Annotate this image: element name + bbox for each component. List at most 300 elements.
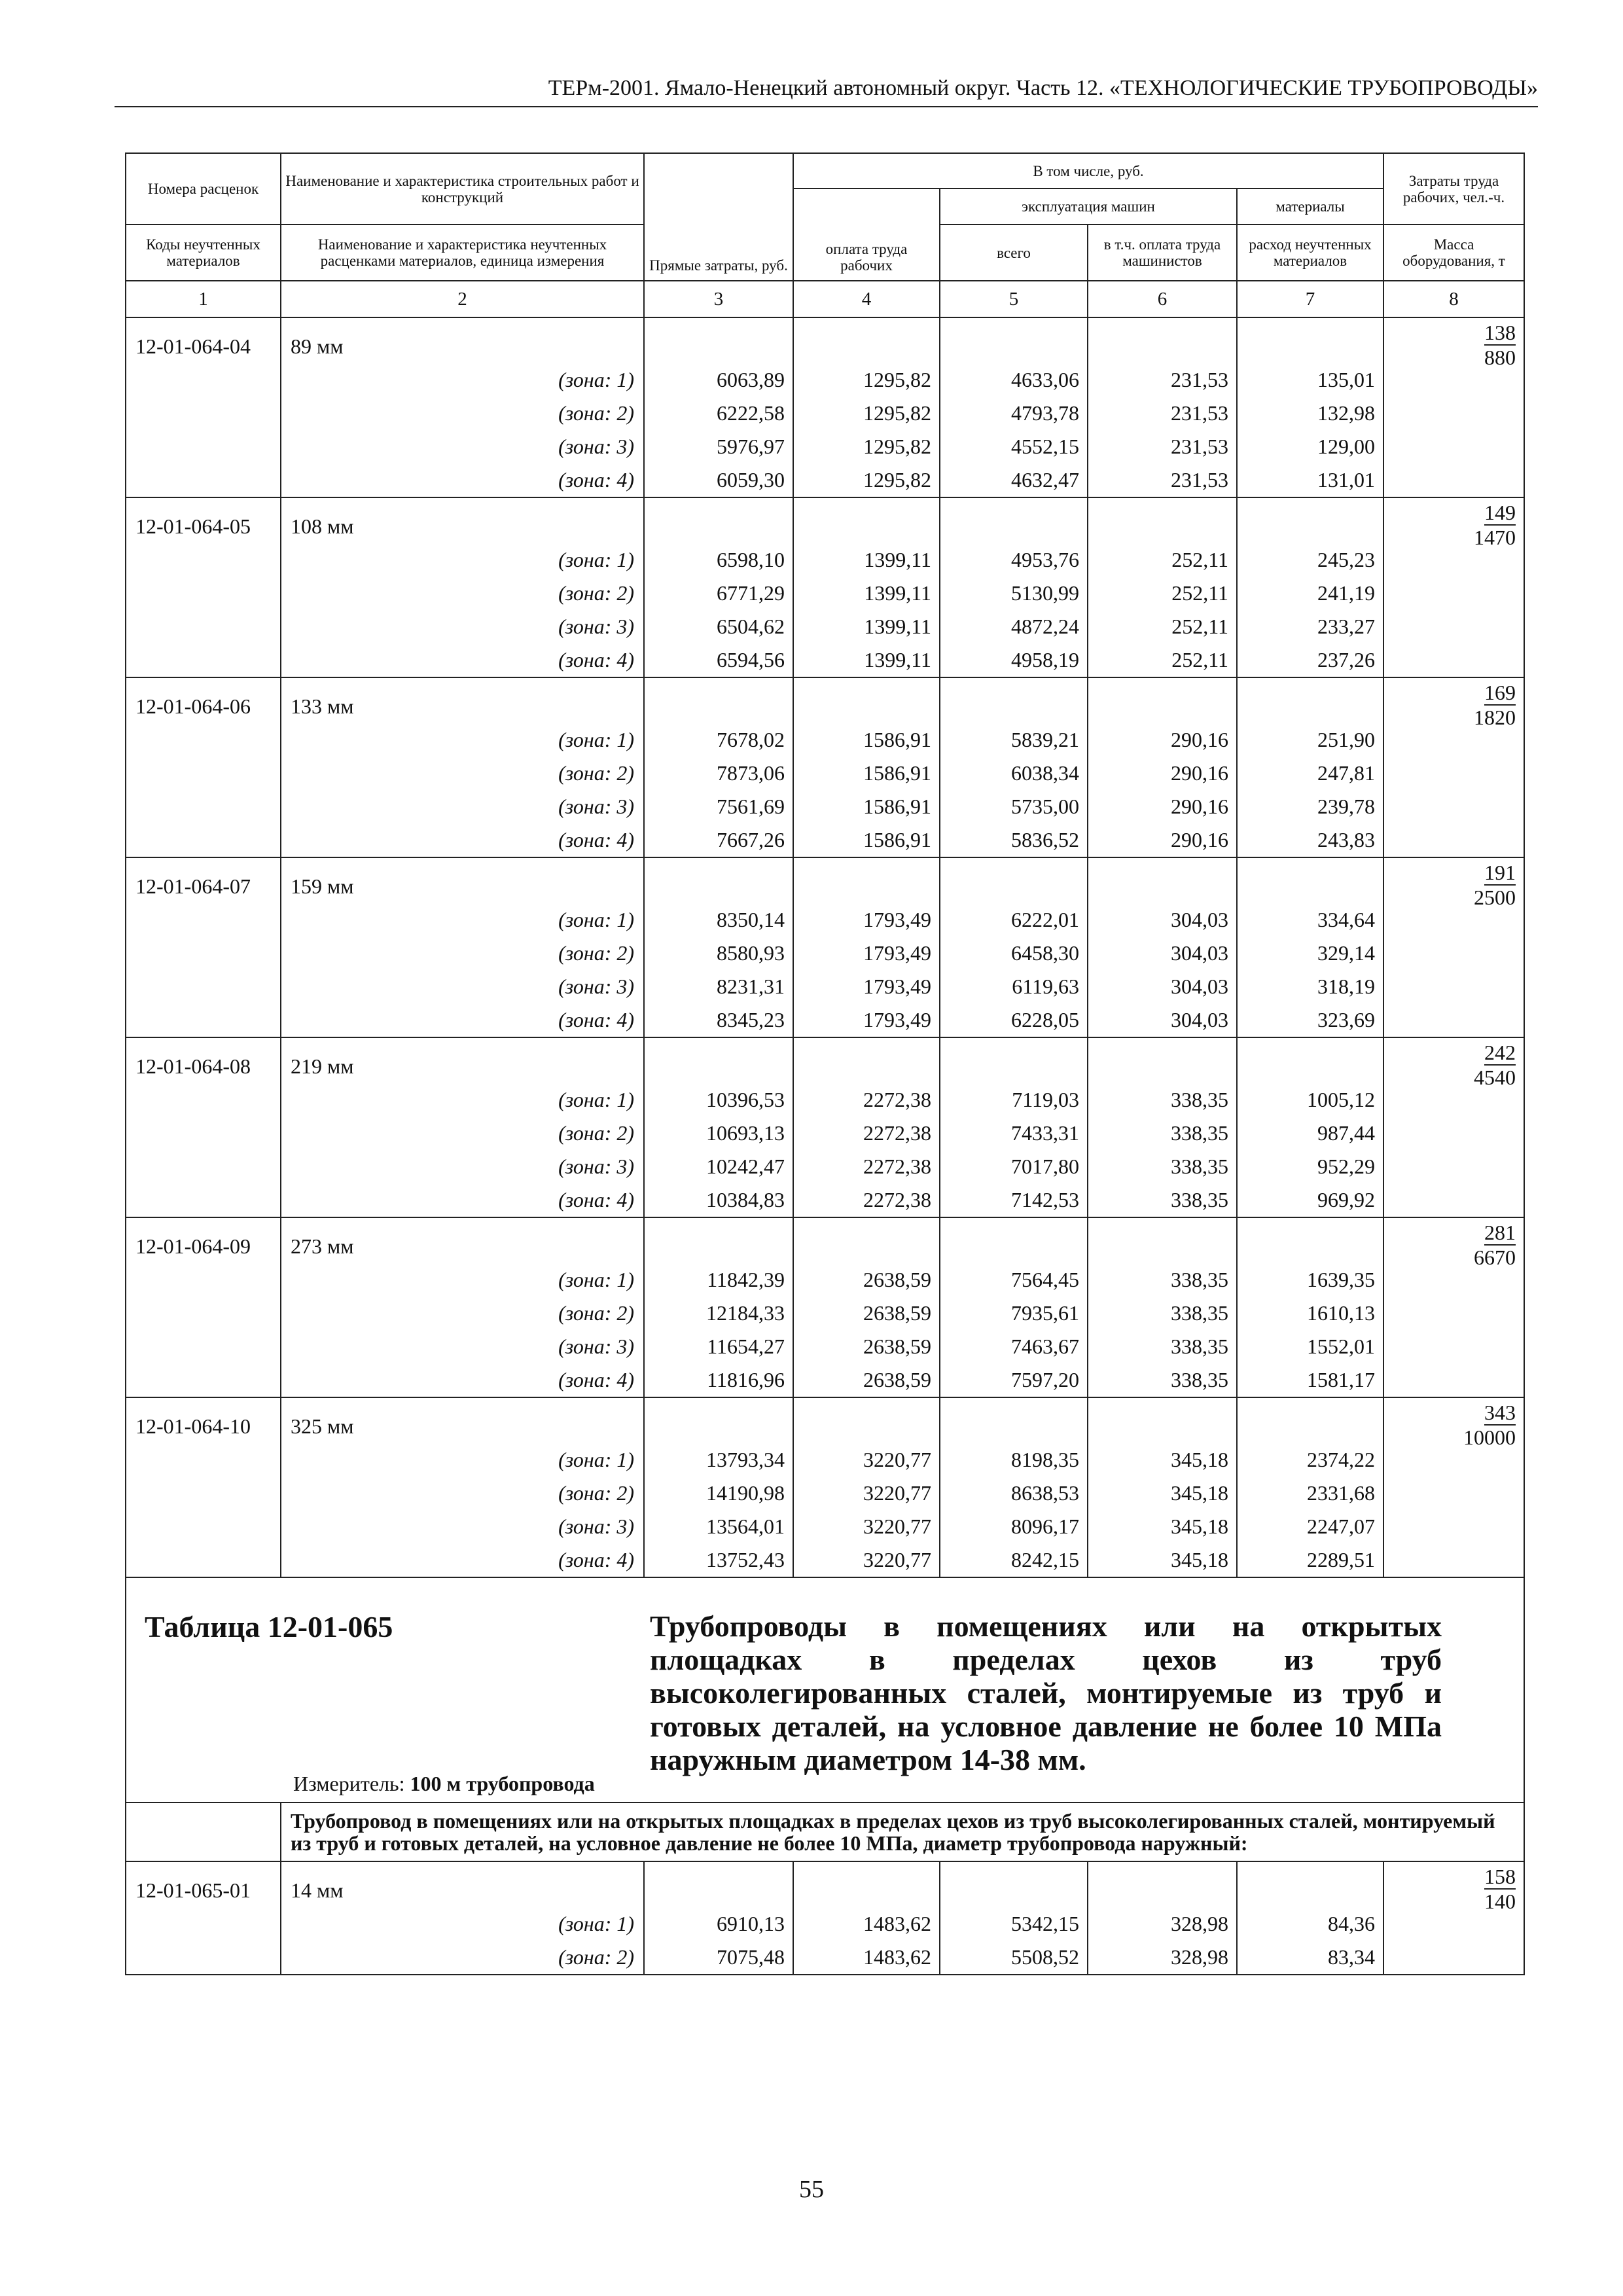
section-label: Таблица 12-01-065: [145, 1610, 393, 1643]
machines-total-cell: [940, 677, 1088, 857]
materials-cost: 241,19: [1317, 581, 1376, 605]
direct-cost-cell: [644, 1217, 793, 1397]
section-description: Трубопровод в помещениях или на открытых площадках в пределах цехов из труб высоколегированных сталей, монтируемый из труб и готовых деталей, на условное давление не более 10 МПа, диаметр трубопровода наружный:: [281, 1803, 1524, 1861]
header-col8-bottom: Масса оборудования, т: [1383, 224, 1524, 281]
materials-cost: 1552,01: [1307, 1335, 1376, 1358]
machines-total: 8096,17: [1011, 1515, 1079, 1538]
zone-label: (зона: 3): [558, 1515, 634, 1538]
zone-label: (зона: 4): [558, 1368, 634, 1391]
machinists-pay: 338,35: [1171, 1155, 1228, 1178]
materials-cost: 2331,68: [1307, 1481, 1376, 1505]
zone-label: (зона: 3): [558, 615, 634, 638]
materials-cost-cell: [1237, 1037, 1383, 1217]
direct-cost: 13564,01: [706, 1515, 785, 1538]
machines-total: 7017,80: [1011, 1155, 1079, 1178]
machinists-pay-cell: [1088, 1861, 1237, 1975]
materials-cost: 318,19: [1317, 975, 1376, 998]
direct-cost: 8580,93: [717, 941, 785, 965]
zone-label: (зона: 2): [558, 401, 634, 425]
labor-pay: 2272,38: [863, 1121, 931, 1145]
labor-pay: 2272,38: [863, 1088, 931, 1111]
zone-label: (зона: 2): [558, 1945, 634, 1969]
direct-cost-cell: [644, 317, 793, 497]
labor-pay-cell: [793, 677, 940, 857]
machinists-pay: 338,35: [1171, 1268, 1228, 1291]
machinists-pay-cell: [1088, 317, 1237, 497]
direct-cost: 6594,56: [717, 648, 785, 672]
labor-mass-cell: [1383, 1037, 1524, 1217]
column-numbers-row: [126, 281, 1524, 317]
labor-pay: 3220,77: [863, 1448, 931, 1471]
machines-total: 4793,78: [1011, 401, 1079, 425]
labor-pay: 1586,91: [863, 828, 931, 852]
materials-cost: 329,14: [1317, 941, 1376, 965]
table-row: [126, 1397, 1524, 1577]
direct-cost: 10242,47: [706, 1155, 785, 1178]
labor-pay: 1295,82: [863, 401, 931, 425]
machines-total-cell: [940, 497, 1088, 677]
labor-mass-cell: [1383, 857, 1524, 1037]
direct-cost-cell: [644, 1037, 793, 1217]
zone-label: (зона: 1): [558, 548, 634, 571]
machinists-pay-cell: [1088, 1397, 1237, 1577]
labor-mass-fraction: [1384, 1865, 1524, 1913]
work-name: 14 мм: [291, 1878, 344, 1902]
direct-cost: 13793,34: [706, 1448, 785, 1471]
machines-total-cell: [940, 317, 1088, 497]
materials-cost: 233,27: [1317, 615, 1376, 638]
header-col1-bottom: Коды неучтенных материалов: [126, 224, 281, 281]
machines-total: 7564,45: [1011, 1268, 1079, 1291]
machines-total: 4633,06: [1011, 368, 1079, 391]
labor-pay: 2638,59: [863, 1268, 931, 1291]
labor-pay-cell: [793, 1037, 940, 1217]
labor-pay-cell: [793, 1861, 940, 1975]
page-number: 55: [799, 2176, 824, 2203]
work-name-cell: [281, 677, 644, 857]
machinists-pay: 252,11: [1171, 648, 1228, 672]
materials-cost: 1581,17: [1307, 1368, 1376, 1391]
labor-mass-fraction: [1384, 1221, 1524, 1269]
labor-pay: 1399,11: [864, 615, 931, 638]
labor-pay: 3220,77: [863, 1548, 931, 1571]
materials-cost: 1639,35: [1307, 1268, 1376, 1291]
zone-label: (зона: 1): [558, 908, 634, 931]
labor-pay: 1793,49: [863, 975, 931, 998]
direct-cost: 8345,23: [717, 1008, 785, 1031]
page-header: ТЕРм-2001. Ямало-Ненецкий автономный округ. Часть 12. «ТЕХНОЛОГИЧЕСКИЕ ТРУБОПРОВОДЫ»: [115, 71, 1538, 107]
materials-cost-cell: [1237, 677, 1383, 857]
header-col8-top: Затраты труда рабочих, чел.-ч.: [1383, 153, 1524, 224]
labor-mass-fraction: [1384, 321, 1524, 369]
labor-pay: 1295,82: [863, 435, 931, 458]
header-col7: расход неучтенных материалов: [1237, 224, 1383, 281]
direct-cost: 5976,97: [717, 435, 785, 458]
materials-cost: 987,44: [1317, 1121, 1376, 1145]
machines-total: 6458,30: [1011, 941, 1079, 965]
machines-total: 5735,00: [1011, 795, 1079, 818]
direct-cost: 11816,96: [707, 1368, 785, 1391]
header-machines: эксплуатация машин: [940, 188, 1237, 224]
machinists-pay: 290,16: [1171, 728, 1228, 751]
machines-total: 5839,21: [1011, 728, 1079, 751]
direct-cost-cell: [644, 1397, 793, 1577]
direct-cost: 6059,30: [717, 468, 785, 492]
work-name: 325 мм: [291, 1414, 354, 1438]
direct-cost: 10384,83: [706, 1188, 785, 1211]
labor-pay: 1586,91: [863, 761, 931, 785]
labor-pay: 1586,91: [863, 795, 931, 818]
labor-pay: 2272,38: [863, 1188, 931, 1211]
column-number: 5: [940, 281, 1088, 317]
machines-total: 6119,63: [1012, 975, 1079, 998]
labor-pay: 1399,11: [864, 548, 931, 571]
materials-cost: 251,90: [1317, 728, 1376, 751]
labor-pay: 2638,59: [863, 1368, 931, 1391]
materials-cost: 1005,12: [1307, 1088, 1376, 1111]
machinists-pay-cell: [1088, 1037, 1237, 1217]
work-name: 133 мм: [291, 694, 354, 718]
direct-cost: 7561,69: [717, 795, 785, 818]
machinists-pay: 328,98: [1171, 1912, 1228, 1935]
machinists-pay: 304,03: [1171, 941, 1228, 965]
machinists-pay: 231,53: [1171, 468, 1228, 492]
materials-cost: 1610,13: [1307, 1301, 1376, 1325]
machinists-pay: 252,11: [1171, 615, 1228, 638]
machines-total: 6228,05: [1011, 1008, 1079, 1031]
rate-code: 12-01-064-07: [126, 857, 281, 1037]
direct-cost: 14190,98: [706, 1481, 785, 1505]
labor-mass-fraction: [1384, 681, 1524, 729]
direct-cost-cell: [644, 1861, 793, 1975]
table-row: [126, 497, 1524, 677]
labor-pay: 1483,62: [863, 1945, 931, 1969]
table-row: [126, 857, 1524, 1037]
work-name-cell: [281, 857, 644, 1037]
materials-cost: 132,98: [1317, 401, 1376, 425]
equipment-mass: 4540: [1474, 1066, 1516, 1089]
direct-cost: 7678,02: [717, 728, 785, 751]
machines-total: 7433,31: [1011, 1121, 1079, 1145]
materials-cost: 237,26: [1317, 648, 1376, 672]
machinists-pay: 290,16: [1171, 795, 1228, 818]
zone-label: (зона: 4): [558, 468, 634, 492]
header-materials: материалы: [1237, 188, 1383, 224]
materials-cost: 247,81: [1317, 761, 1376, 785]
labor-pay: 1399,11: [864, 581, 931, 605]
labor-pay: 1295,82: [863, 368, 931, 391]
labor-hours: 158: [1484, 1865, 1516, 1888]
header-col1-top: Номера расценок: [126, 153, 281, 224]
direct-cost: 13752,43: [706, 1548, 785, 1571]
meter-value: 100 м трубопровода: [410, 1772, 595, 1795]
zone-label: (зона: 2): [558, 761, 634, 785]
labor-mass-cell: [1383, 1397, 1524, 1577]
zone-label: (зона: 1): [558, 728, 634, 751]
direct-cost: 6504,62: [717, 615, 785, 638]
zone-label: (зона: 4): [558, 648, 634, 672]
machines-total-cell: [940, 1397, 1088, 1577]
column-number: 8: [1383, 281, 1524, 317]
labor-mass-cell: [1383, 677, 1524, 857]
labor-mass-fraction: [1384, 1401, 1524, 1449]
machines-total: 7463,67: [1011, 1335, 1079, 1358]
machines-total: 5130,99: [1011, 581, 1079, 605]
machinists-pay: 345,18: [1171, 1448, 1228, 1471]
labor-pay: 1399,11: [864, 648, 931, 672]
equipment-mass: 1820: [1474, 706, 1516, 729]
direct-cost-cell: [644, 497, 793, 677]
materials-cost-cell: [1237, 1861, 1383, 1975]
column-number: 4: [793, 281, 940, 317]
work-name-cell: [281, 497, 644, 677]
direct-cost: 6598,10: [717, 548, 785, 571]
zone-label: (зона: 4): [558, 1188, 634, 1211]
labor-pay-cell: [793, 1217, 940, 1397]
rate-code: 12-01-064-04: [126, 317, 281, 497]
materials-cost: 83,34: [1328, 1945, 1376, 1969]
direct-cost: 8350,14: [717, 908, 785, 931]
section-title: Трубопроводы в помещениях или на открытых площадках в пределах цехов из труб высоколегированных сталей, монтируемые из труб и готовых деталей, на условное давление не более 10 МПа наружным диаметром 14-38 мм.: [650, 1609, 1442, 1776]
zone-label: (зона: 2): [558, 1121, 634, 1145]
rate-code: 12-01-064-09: [126, 1217, 281, 1397]
zone-label: (зона: 3): [558, 1335, 634, 1358]
machinists-pay: 338,35: [1171, 1335, 1228, 1358]
machinists-pay: 338,35: [1171, 1301, 1228, 1325]
materials-cost-cell: [1237, 317, 1383, 497]
machinists-pay: 290,16: [1171, 828, 1228, 852]
materials-cost-cell: [1237, 497, 1383, 677]
rate-code: 12-01-064-06: [126, 677, 281, 857]
labor-pay: 2638,59: [863, 1335, 931, 1358]
labor-mass-cell: [1383, 1861, 1524, 1975]
zone-label: (зона: 3): [558, 435, 634, 458]
labor-hours: 169: [1484, 681, 1516, 704]
labor-hours: 242: [1484, 1041, 1516, 1064]
direct-cost: 7075,48: [717, 1945, 785, 1969]
materials-cost: 2374,22: [1307, 1448, 1376, 1471]
direct-cost: 7873,06: [717, 761, 785, 785]
machinists-pay: 304,03: [1171, 975, 1228, 998]
labor-pay: 2272,38: [863, 1155, 931, 1178]
header-col6: в т.ч. оплата труда машинистов: [1088, 224, 1237, 281]
header-col4: оплата труда рабочих: [793, 188, 940, 281]
materials-cost: 952,29: [1317, 1155, 1376, 1178]
direct-cost: 10396,53: [706, 1088, 785, 1111]
zone-label: (зона: 4): [558, 828, 634, 852]
materials-cost: 323,69: [1317, 1008, 1376, 1031]
direct-cost: 6063,89: [717, 368, 785, 391]
labor-mass-fraction: [1384, 1041, 1524, 1089]
column-number: 1: [126, 281, 281, 317]
labor-mass-cell: [1383, 497, 1524, 677]
header-col2-top: Наименование и характеристика строительных работ и конструкций: [281, 153, 644, 224]
machinists-pay-cell: [1088, 1217, 1237, 1397]
header-col5: всего: [940, 224, 1088, 281]
machinists-pay-cell: [1088, 497, 1237, 677]
table-row: [126, 1217, 1524, 1397]
materials-cost: 135,01: [1317, 368, 1376, 391]
labor-pay: 2638,59: [863, 1301, 931, 1325]
labor-hours: 138: [1484, 321, 1516, 344]
zone-label: (зона: 1): [558, 368, 634, 391]
direct-cost: 6771,29: [717, 581, 785, 605]
machinists-pay: 231,53: [1171, 401, 1228, 425]
labor-pay-cell: [793, 497, 940, 677]
machines-total: 4953,76: [1011, 548, 1079, 571]
zone-label: (зона: 4): [558, 1008, 634, 1031]
labor-mass-fraction: [1384, 501, 1524, 549]
materials-cost-cell: [1237, 857, 1383, 1037]
machines-total: 7119,03: [1012, 1088, 1079, 1111]
header-col3: Прямые затраты, руб.: [644, 153, 793, 281]
labor-hours: 149: [1484, 501, 1516, 524]
labor-mass-cell: [1383, 1217, 1524, 1397]
materials-cost-cell: [1237, 1217, 1383, 1397]
machinists-pay: 304,03: [1171, 1008, 1228, 1031]
labor-pay-cell: [793, 317, 940, 497]
work-name-cell: [281, 1217, 644, 1397]
table-row: [126, 1037, 1524, 1217]
equipment-mass: 1470: [1474, 526, 1516, 549]
machinists-pay: 252,11: [1171, 548, 1228, 571]
equipment-mass: 880: [1484, 346, 1516, 369]
machines-total: 4632,47: [1011, 468, 1079, 492]
machinists-pay: 338,35: [1171, 1188, 1228, 1211]
machinists-pay: 345,18: [1171, 1515, 1228, 1538]
zone-label: (зона: 1): [558, 1912, 634, 1935]
labor-mass-cell: [1383, 317, 1524, 497]
machinists-pay: 231,53: [1171, 368, 1228, 391]
direct-cost: 11842,39: [707, 1268, 785, 1291]
machines-total-cell: [940, 1861, 1088, 1975]
labor-pay-cell: [793, 857, 940, 1037]
zone-label: (зона: 2): [558, 941, 634, 965]
machines-total-cell: [940, 857, 1088, 1037]
work-name: 159 мм: [291, 874, 354, 898]
machines-total: 8198,35: [1011, 1448, 1079, 1471]
work-name-cell: [281, 1037, 644, 1217]
materials-cost: 239,78: [1317, 795, 1376, 818]
machinists-pay: 290,16: [1171, 761, 1228, 785]
column-number: 7: [1237, 281, 1383, 317]
work-name: 273 мм: [291, 1234, 354, 1258]
machinists-pay-cell: [1088, 677, 1237, 857]
machinists-pay: 252,11: [1171, 581, 1228, 605]
zone-label: (зона: 1): [558, 1448, 634, 1471]
materials-cost: 969,92: [1317, 1188, 1376, 1211]
machines-total-cell: [940, 1217, 1088, 1397]
machines-total: 7142,53: [1011, 1188, 1079, 1211]
zone-label: (зона: 2): [558, 1481, 634, 1505]
column-number: 3: [644, 281, 793, 317]
rate-code: 12-01-064-08: [126, 1037, 281, 1217]
equipment-mass: 140: [1484, 1890, 1516, 1913]
materials-cost: 129,00: [1317, 435, 1376, 458]
work-name: 89 мм: [291, 334, 344, 358]
labor-pay: 1295,82: [863, 468, 931, 492]
section-meter: [293, 1772, 595, 1796]
work-name-cell: [281, 317, 644, 497]
equipment-mass: 2500: [1474, 886, 1516, 909]
direct-cost: 6222,58: [717, 401, 785, 425]
equipment-mass: 6670: [1474, 1246, 1516, 1269]
work-name-cell: [281, 1861, 644, 1975]
zone-label: (зона: 3): [558, 975, 634, 998]
machinists-pay: 328,98: [1171, 1945, 1228, 1969]
materials-cost: 245,23: [1317, 548, 1376, 571]
zone-label: (зона: 1): [558, 1268, 634, 1291]
zone-label: (зона: 2): [558, 581, 634, 605]
machinists-pay: 338,35: [1171, 1368, 1228, 1391]
machines-total: 6222,01: [1011, 908, 1079, 931]
labor-pay-cell: [793, 1397, 940, 1577]
rate-code: 12-01-064-05: [126, 497, 281, 677]
materials-cost: 2247,07: [1307, 1515, 1376, 1538]
machines-total: 6038,34: [1011, 761, 1079, 785]
zone-label: (зона: 1): [558, 1088, 634, 1111]
table-row: [126, 677, 1524, 857]
rate-code: 12-01-064-10: [126, 1397, 281, 1577]
direct-cost: 11654,27: [707, 1335, 785, 1358]
machines-total: 8638,53: [1011, 1481, 1079, 1505]
rates-table: [125, 152, 1525, 1975]
machines-total: 5342,15: [1011, 1912, 1079, 1935]
labor-pay: 1483,62: [863, 1912, 931, 1935]
materials-cost: 131,01: [1317, 468, 1376, 492]
direct-cost-cell: [644, 857, 793, 1037]
machinists-pay: 345,18: [1171, 1548, 1228, 1571]
direct-cost: 12184,33: [706, 1301, 785, 1325]
direct-cost: 8231,31: [717, 975, 785, 998]
zone-label: (зона: 3): [558, 795, 634, 818]
header-col2-bottom: Наименование и характеристика неучтенных расценками материалов, единица измерения: [281, 224, 644, 281]
work-name-cell: [281, 1397, 644, 1577]
machines-total: 4552,15: [1011, 435, 1079, 458]
section-description-row: [126, 1803, 1524, 1861]
materials-cost: 2289,51: [1307, 1548, 1376, 1571]
direct-cost: 10693,13: [706, 1121, 785, 1145]
meter-label: Измеритель:: [293, 1772, 405, 1795]
labor-hours: 191: [1484, 861, 1516, 884]
direct-cost: 7667,26: [717, 828, 785, 852]
machinists-pay: 345,18: [1171, 1481, 1228, 1505]
labor-pay: 1793,49: [863, 1008, 931, 1031]
machines-total: 5508,52: [1011, 1945, 1079, 1969]
materials-cost: 334,64: [1317, 908, 1376, 931]
machinists-pay: 231,53: [1171, 435, 1228, 458]
header-group: В том числе, руб.: [793, 153, 1383, 188]
labor-pay: 1586,91: [863, 728, 931, 751]
zone-label: (зона: 3): [558, 1155, 634, 1178]
machinists-pay-cell: [1088, 857, 1237, 1037]
machines-total: 8242,15: [1011, 1548, 1079, 1571]
machines-total: 4958,19: [1011, 648, 1079, 672]
labor-pay: 3220,77: [863, 1481, 931, 1505]
labor-pay: 1793,49: [863, 908, 931, 931]
machines-total: 7597,20: [1011, 1368, 1079, 1391]
labor-pay: 3220,77: [863, 1515, 931, 1538]
table-row: [126, 317, 1524, 497]
machinists-pay: 304,03: [1171, 908, 1228, 931]
labor-mass-fraction: [1384, 861, 1524, 909]
equipment-mass: 10000: [1463, 1426, 1516, 1449]
machinists-pay: 338,35: [1171, 1121, 1228, 1145]
materials-cost: 84,36: [1328, 1912, 1376, 1935]
column-number: 2: [281, 281, 644, 317]
labor-hours: 343: [1484, 1401, 1516, 1424]
machines-total-cell: [940, 1037, 1088, 1217]
